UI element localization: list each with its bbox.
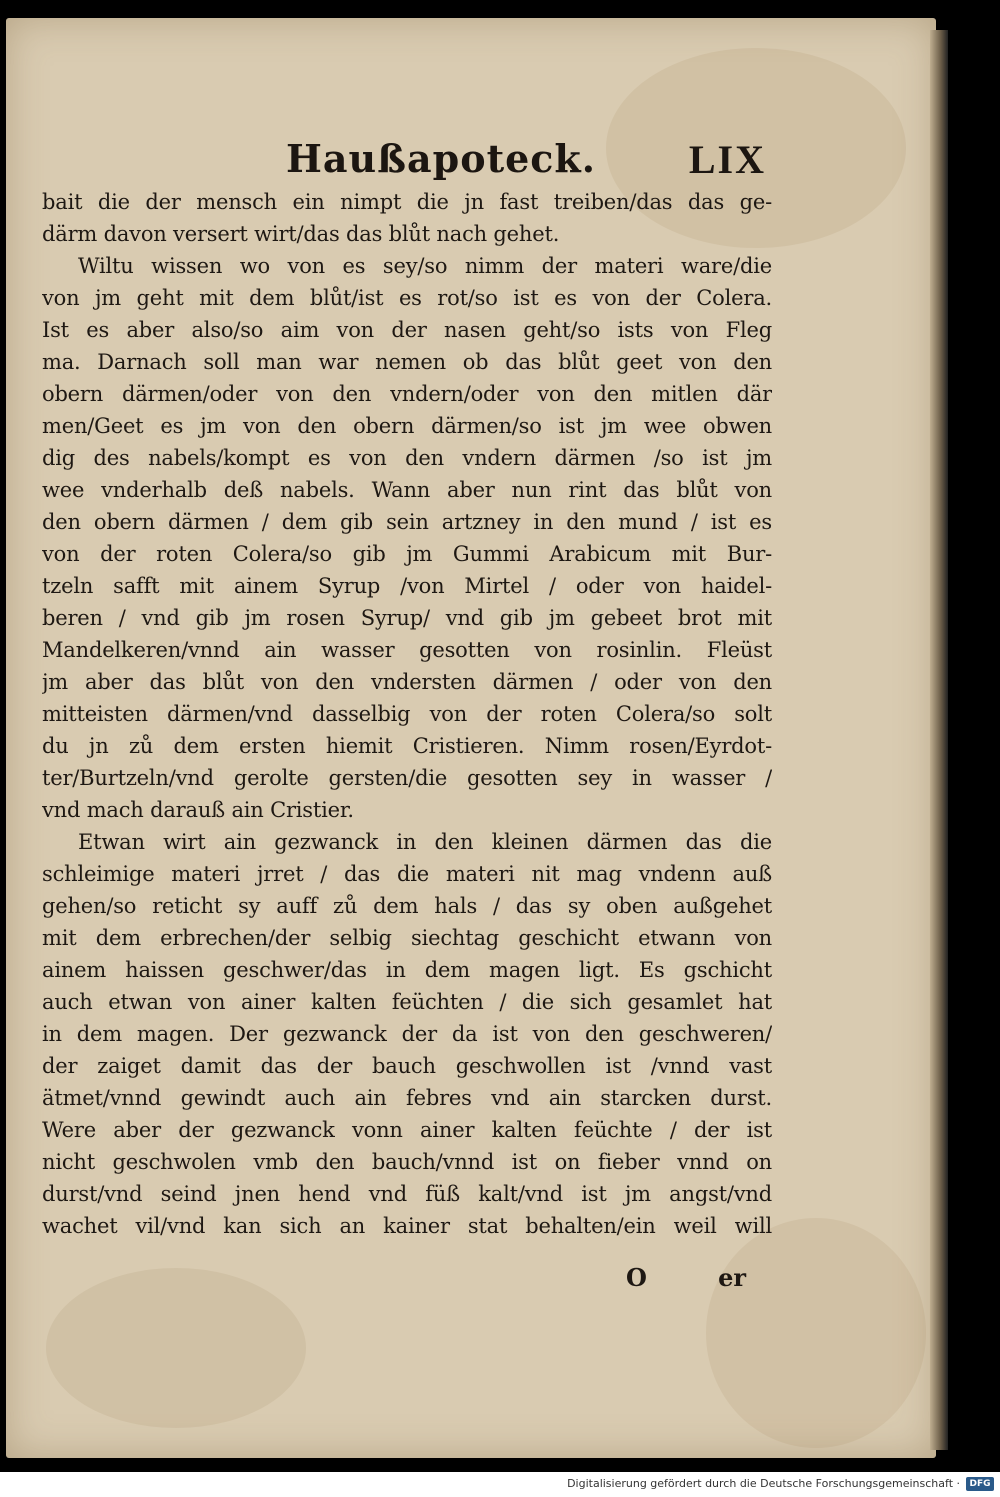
text-line: vnd mach darauß ain Cristier. xyxy=(42,798,354,822)
text-line: ätmet/vnnd gewindt auch ain febres vnd ain starcken durst. xyxy=(42,1086,772,1110)
text-line: ainem haissen geschwer/das in dem magen ligt. Es gschicht xyxy=(42,958,772,982)
text-line: Mandelkeren/vnnd ain wasser gesotten von rosinlin. Fleüst xyxy=(42,638,772,662)
book-page xyxy=(6,18,936,1458)
text-line: gehen/so reticht sy auff zů dem hals / das sy oben außgehet xyxy=(42,894,772,918)
paper-stain xyxy=(46,1268,306,1428)
text-line: von der roten Colera/so gib jm Gummi Arabicum mit Bur- xyxy=(42,542,772,566)
folio-number: LIX xyxy=(688,137,766,182)
credit-text: Digitalisierung gefördert durch die Deutsche Forschungsgemeinschaft · xyxy=(567,1477,960,1490)
signature-mark: O xyxy=(626,1263,647,1292)
text-line: tzeln safft mit ainem Syrup /von Mirtel / oder von haidel- xyxy=(42,574,772,598)
text-line: Ist es aber also/so aim von der nasen geht/so ists von Fleg xyxy=(42,318,772,342)
text-line: beren / vnd gib jm rosen Syrup/ vnd gib jm gebeet brot mit xyxy=(42,606,772,630)
credit-bar xyxy=(0,1472,1000,1497)
running-title: Haußapoteck. xyxy=(286,136,596,181)
text-line: Were aber der gezwanck vonn ainer kalten feüchte / der ist xyxy=(42,1118,772,1142)
page-edge xyxy=(930,30,948,1450)
text-line: ma. Darnach soll man war nemen ob das blůt geet von den xyxy=(42,350,772,374)
text-line: auch etwan von ainer kalten feüchten / die sich gesamlet hat xyxy=(42,990,772,1014)
text-line: wee vnderhalb deß nabels. Wann aber nun rint das blůt von xyxy=(42,478,772,502)
text-line: von jm geht mit dem blůt/ist es rot/so ist es von der Colera. xyxy=(42,286,772,310)
text-line: du jn zů dem ersten hiemit Cristieren. Nimm rosen/Eyrdot- xyxy=(42,734,772,758)
text-line: der zaiget damit das der bauch geschwollen ist /vnnd vast xyxy=(42,1054,772,1078)
text-line: schleimige materi jrret / das die materi nit mag vndenn auß xyxy=(42,862,772,886)
paper-stain xyxy=(706,1218,926,1448)
text-line: nicht geschwolen vmb den bauch/vnnd ist on fieber vnnd on xyxy=(42,1150,772,1174)
text-line: dig des nabels/kompt es von den vndern därmen /so ist jm xyxy=(42,446,772,470)
text-line: mit dem erbrechen/der selbig siechtag geschicht etwann von xyxy=(42,926,772,950)
text-line: men/Geet es jm von den obern därmen/so ist jm wee obwen xyxy=(42,414,772,438)
text-line: ter/Burtzeln/vnd gerolte gersten/die gesotten sey in wasser / xyxy=(42,766,772,790)
text-line: durst/vnd seind jnen hend vnd füß kalt/vnd ist jm angst/vnd xyxy=(42,1182,772,1206)
text-line: bait die der mensch ein nimpt die jn fast treiben/das das ge- xyxy=(42,190,772,214)
dfg-logo-icon: DFG xyxy=(966,1477,994,1491)
text-line: wachet vil/vnd kan sich an kainer stat behalten/ein weil will xyxy=(42,1214,772,1238)
text-line: mitteisten därmen/vnd dasselbig von der roten Colera/so solt xyxy=(42,702,772,726)
page-footer xyxy=(626,1263,746,1299)
text-line: den obern därmen / dem gib sein artzney in den mund / ist es xyxy=(42,510,772,534)
text-line: obern därmen/oder von den vndern/oder von den mitlen där xyxy=(42,382,772,406)
body-text xyxy=(42,186,772,1242)
catchword: er xyxy=(718,1263,746,1292)
text-line: jm aber das blůt von den vndersten därmen / oder von den xyxy=(42,670,772,694)
text-line: in dem magen. Der gezwanck der da ist von den geschweren/ xyxy=(42,1022,772,1046)
text-line: Etwan wirt ain gezwanck in den kleinen därmen das die xyxy=(78,830,772,854)
text-line: Wiltu wissen wo von es sey/so nimm der materi ware/die xyxy=(78,254,772,278)
text-line: därm davon versert wirt/das das blůt nach gehet. xyxy=(42,222,560,246)
